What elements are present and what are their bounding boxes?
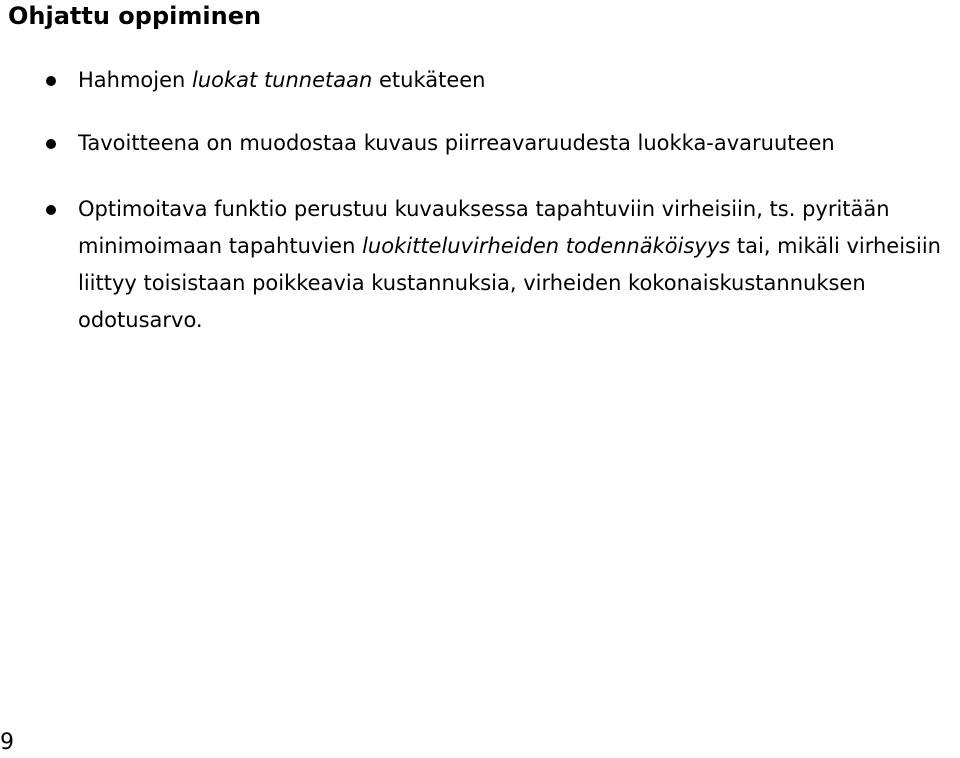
bullet-dot-icon (46, 139, 56, 149)
page-number: 9 (0, 730, 14, 755)
bullet-emphasis: luokitteluvirheiden todennäköisyys (362, 234, 731, 258)
bullet-text: Optimoitava funktio perustuu kuvauksessa tapahtuviin virheisiin, ts. pyritään minimoimaan tapahtuvien (78, 197, 890, 258)
bullet-dot-icon (46, 205, 56, 215)
bullet-text: Hahmojen (78, 68, 193, 92)
slide-title: Ohjattu oppiminen (8, 2, 262, 30)
bullet-emphasis: luokat tunnetaan (192, 68, 373, 92)
bullet-item (78, 125, 954, 162)
bullet-item (78, 62, 954, 99)
bullet-text: Tavoitteena on muodostaa kuvaus piirreavaruudesta luokka-avaruuteen (78, 131, 835, 155)
bullet-item (78, 191, 954, 339)
bullet-text: tai, mikäli virheisiin liittyy toisistaan poikkeavia kustannuksia, virheiden kokonaiskustannuksen odotusarvo. (78, 234, 941, 332)
bullet-dot-icon (46, 76, 56, 86)
bullet-text: etukäteen (372, 68, 486, 92)
